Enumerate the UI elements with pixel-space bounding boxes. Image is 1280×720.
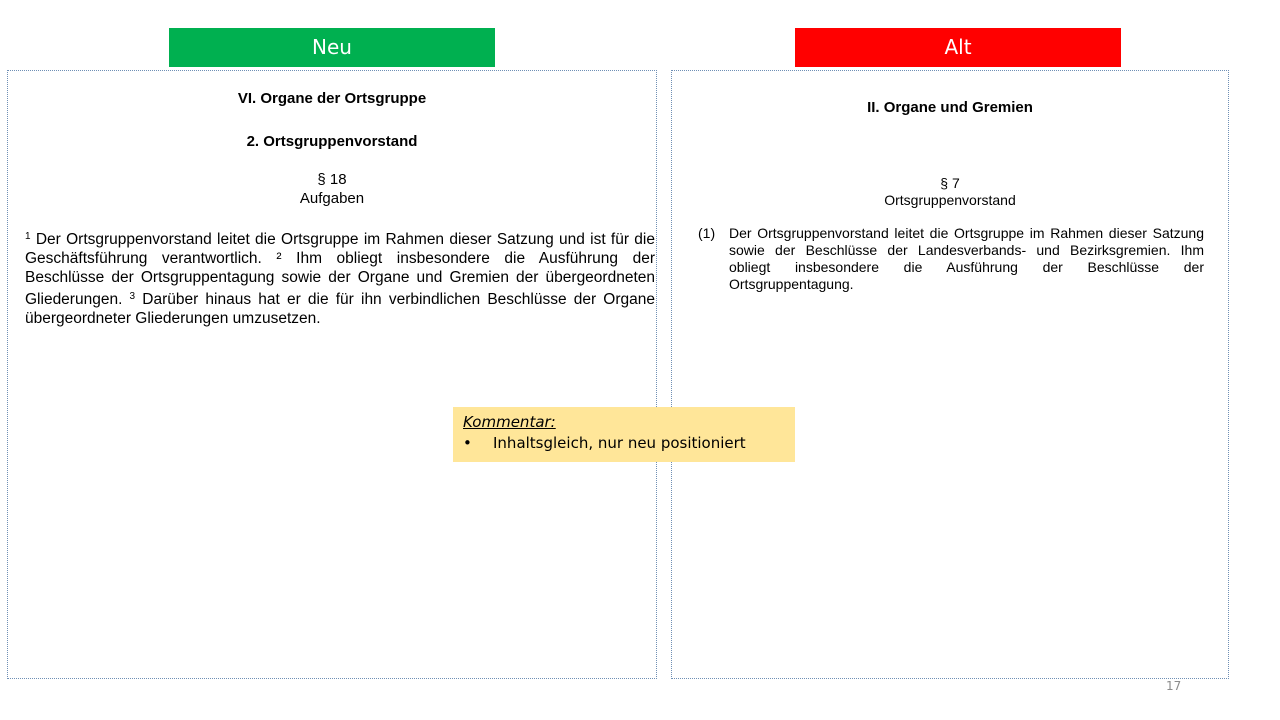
alt-paragraph-number: § 7 — [940, 175, 960, 191]
comment-box — [453, 407, 795, 462]
comment-list-item — [463, 432, 785, 454]
neu-paragraph-title: Aufgaben — [299, 190, 365, 207]
neu-sentence-3: Darüber hinaus hat er die für ihn verbindlichen Beschlüsse der Organe übergeordneter Gliederungen umzusetzen. — [25, 291, 656, 327]
sentence-marker-1: 1 — [25, 231, 31, 242]
neu-section-heading: VI. Organe der Ortsgruppe — [237, 90, 427, 107]
panel-alt — [671, 70, 1229, 679]
alt-list-item — [698, 225, 1204, 293]
neu-paragraph-body — [25, 227, 655, 328]
page-number: 17 — [1166, 679, 1182, 693]
neu-sentence-2: Ihm obliegt insbesondere die Ausführung der Beschlüsse der Ortsgruppentagung sowie der Organe und Gremien der übergeordneten Gliederungen. — [25, 250, 656, 308]
alt-item-number: (1) — [698, 225, 716, 241]
neu-paragraph-number: § 18 — [317, 171, 347, 188]
alt-section-heading: II. Organe und Gremien — [867, 99, 1033, 116]
alt-paragraph-title: Ortsgruppenvorstand — [884, 192, 1016, 208]
panel-neu — [7, 70, 657, 679]
comment-item-text: Inhaltsgleich, nur neu positioniert — [493, 434, 746, 452]
sentence-marker-3: 3 — [129, 291, 136, 302]
neu-sentence-1: Der Ortsgruppenvorstand leitet die Ortsgruppe im Rahmen dieser Satzung und ist für die Geschäftsführung verantwortlich. — [25, 231, 655, 267]
header-neu: Neu — [169, 28, 495, 67]
neu-subsection-heading: 2. Ortsgruppenvorstand — [246, 133, 418, 150]
alt-item-text: Der Ortsgruppenvorstand leitet die Ortsgruppe im Rahmen dieser Satzung sowie der Beschlüsse der Landesverbands- und Bezirksgremien. Ihm obliegt insbesondere die Ausführung der Beschlüsse der Ortsgruppentagung. — [729, 225, 1204, 292]
sentence-marker-2: ² — [276, 250, 282, 267]
bullet-icon: • — [463, 434, 472, 452]
header-alt: Alt — [795, 28, 1121, 67]
comment-title: Kommentar: — [463, 413, 556, 431]
